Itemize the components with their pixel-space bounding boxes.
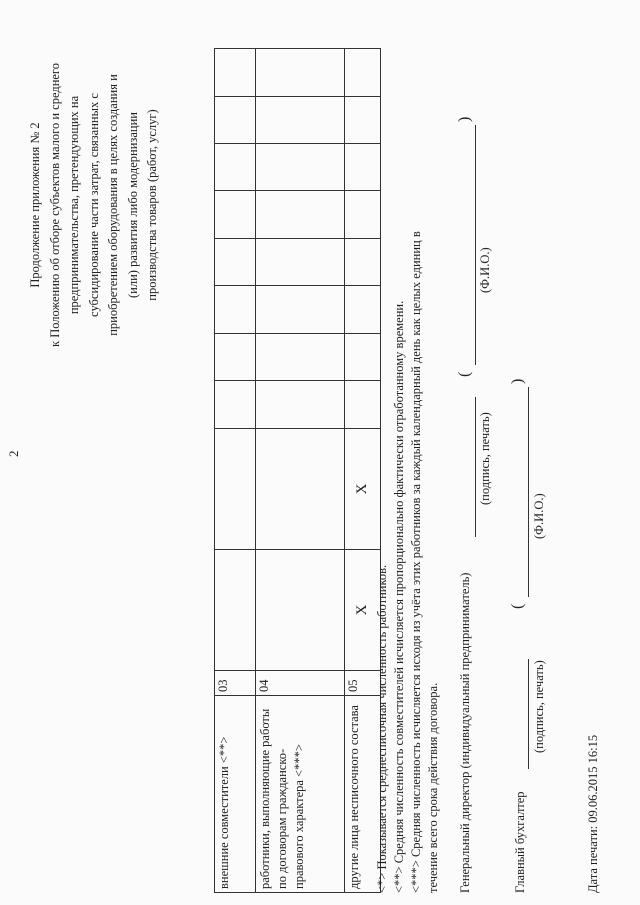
table-cell [256, 549, 345, 670]
table-cell [215, 144, 256, 191]
row-code: 04 [256, 671, 345, 696]
row-name: работники, выполняющие работы по договорам гражданско-правового характера <***> [256, 696, 345, 893]
footnote: <*> Показывается среднесписочная численность работников. [375, 564, 389, 893]
table-cell [256, 428, 345, 549]
row-name: внешние совместители <**> [215, 696, 256, 893]
director-name-line [475, 125, 476, 365]
print-date: Дата печати: 09.06.2015 16:15 [586, 734, 600, 893]
table-cell: X [345, 549, 381, 670]
accountant-name-line [528, 387, 529, 597]
table-cell [215, 549, 256, 670]
accountant-close-paren: ) [509, 378, 526, 384]
table-cell [256, 333, 345, 380]
table-cell [256, 238, 345, 285]
director-close-paren: ) [456, 116, 473, 122]
row-code: 03 [215, 671, 256, 696]
footnote: <***> Средняя численность исчисляется исходя из учёта этих работников за каждый календарный день как целых единиц в [409, 231, 423, 893]
table-cell [215, 333, 256, 380]
header-line: к Положению об отборе субъектов малого и среднего [47, 63, 62, 347]
accountant-name-caption: (Ф.И.О.) [532, 493, 546, 539]
footnote: течение всего срока действия договора. [426, 682, 440, 893]
accountant-label: Главный бухгалтер [513, 791, 527, 893]
table-cell [215, 49, 256, 97]
accountant-sign-line [528, 659, 529, 769]
appendix-header [26, 25, 163, 385]
table-cell [215, 428, 256, 549]
footnote: <**> Средняя численность совместителей исчисляется пропорционально фактически отработанному времени. [392, 300, 406, 893]
table-row [215, 49, 256, 893]
table-cell [256, 49, 345, 97]
table-cell [215, 191, 256, 238]
page-number: 2 [6, 450, 21, 457]
table-cell [256, 144, 345, 191]
header-line: приобретением оборудования в целях создания и [106, 74, 120, 336]
header-line: Продолжение приложения № 2 [28, 122, 42, 288]
director-sign-line [475, 397, 476, 537]
row-name: другие лица несписочного состава [345, 696, 381, 893]
director-name-caption: (Ф.И.О.) [478, 247, 492, 293]
table-cell [215, 286, 256, 333]
row-code: 05 [345, 671, 381, 696]
header-line: субсидирование части затрат, связанных с [86, 93, 101, 317]
table-cell [215, 381, 256, 428]
header-line: производства товаров (работ, услуг) [145, 109, 159, 301]
table-cell [215, 238, 256, 285]
table-cell [215, 96, 256, 143]
header-line: предпринимательства, претендующих на [67, 95, 81, 315]
table-cell [256, 191, 345, 238]
table-cell [256, 286, 345, 333]
footnotes [374, 13, 442, 893]
table-cell: X [345, 428, 381, 549]
table-row [256, 49, 345, 893]
header-line: (или) развития либо модернизации [125, 112, 140, 298]
accountant-sign-caption: (подпись, печать) [532, 660, 546, 753]
table-cell [256, 96, 345, 143]
table-cell [256, 381, 345, 428]
director-sign-caption: (подпись, печать) [478, 412, 492, 505]
director-label: Генеральный директор (индивидуальный предприниматель) [458, 572, 472, 893]
director-open-paren: ( [456, 371, 473, 377]
accountant-open-paren: ( [509, 603, 526, 609]
staff-table [214, 48, 381, 893]
